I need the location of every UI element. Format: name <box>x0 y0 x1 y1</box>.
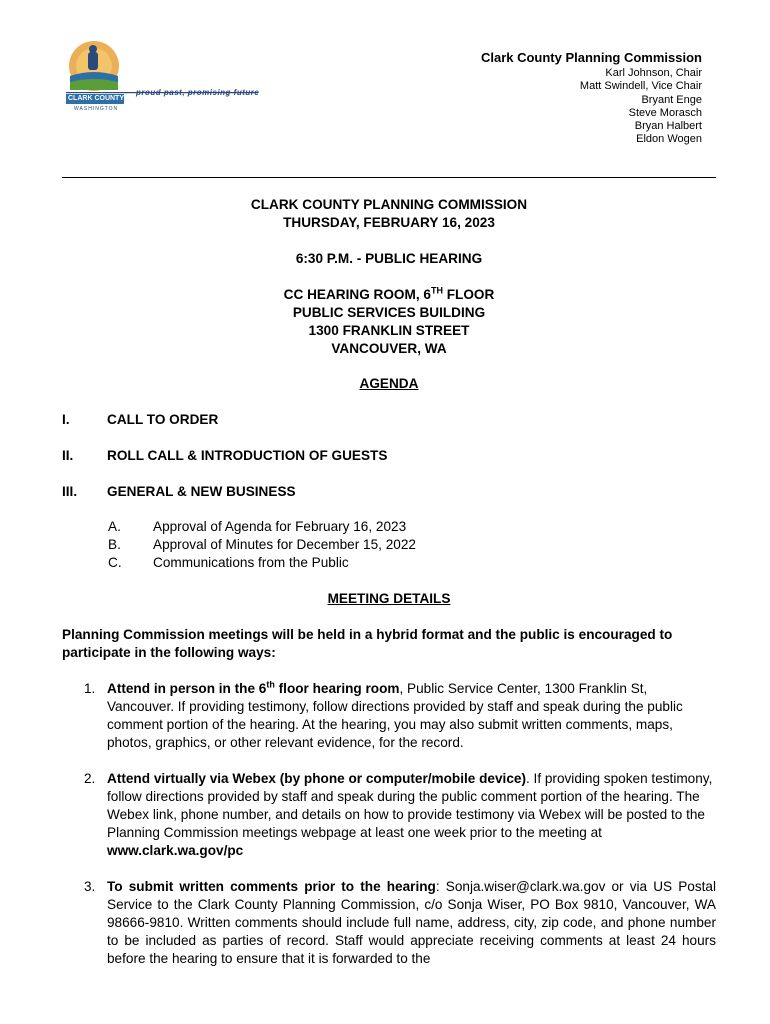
meeting-details-intro: Planning Commission meetings will be held in a hybrid format and the public is encouraged to participate in the following ways: <box>62 627 673 660</box>
clark-county-logo <box>62 38 262 118</box>
meeting-details-heading: MEETING DETAILS <box>327 591 451 606</box>
list-item: 3. To submit written comments prior to the hearing: Sonja.wiser@clark.wa.gov or via US Postal Service to the Clark County Planning Commission, c/o Sonja Wiser, PO Box 9810, Vancouver, WA 98666-9810. Written comments should include full name, address, city, zip code, and phone number to be included as parties of record. Staff would appreciate receiving comments at least 24 hours before the hearing to ensure that it is forwarded to the <box>84 879 716 966</box>
member-chair: Karl Johnson, Chair <box>605 67 702 79</box>
pc-webpage-link[interactable]: www.clark.wa.gov/pc <box>107 843 244 858</box>
location-street: 1300 FRANKLIN STREET <box>308 323 470 338</box>
logo-name: CLARK COUNTY <box>68 95 124 102</box>
agenda-heading: AGENDA <box>359 376 419 391</box>
commission-name: Clark County Planning Commission <box>480 50 702 65</box>
commission-header <box>481 49 702 147</box>
meeting-date: THURSDAY, FEBRUARY 16, 2023 <box>283 215 495 230</box>
location-city: VANCOUVER, WA <box>331 341 447 356</box>
header-divider <box>62 177 716 178</box>
location-room: CC HEARING ROOM, 6TH FLOOR <box>283 285 495 302</box>
meeting-location <box>62 286 716 358</box>
agenda-section: III. GENERAL & NEW BUSINESS <box>62 484 296 499</box>
logo-state: WASHINGTON <box>74 106 119 112</box>
agenda-item: A. Approval of Agenda for February 16, 2023 <box>108 519 407 534</box>
member: Eldon Wogen <box>636 133 702 146</box>
location-building: PUBLIC SERVICES BUILDING <box>292 305 486 320</box>
member: Steve Morasch <box>628 106 702 119</box>
meeting-time: 6:30 P.M. - PUBLIC HEARING <box>295 251 483 266</box>
meeting-title <box>62 196 716 232</box>
member: Bryan Halbert <box>634 120 702 133</box>
list-item: 2. Attend virtually via Webex (by phone or computer/mobile device). If providing spoken testimony, follow directions provided by staff and speak during the public comment portion of the hearing. The Webex link, phone number, and details on how to provide testimony via Webex will be posted to the Planning Commission meetings webpage at least one week prior to the meeting at www.clark.wa.gov/pc <box>84 771 713 858</box>
agenda-item: B. Approval of Minutes for December 15, 2022 <box>108 537 416 552</box>
list-item: 1. Attend in person in the 6th floor hearing room, Public Service Center, 1300 Franklin St, Vancouver. If providing testimony, follow directions provided by staff and speak during the public comment portion of the hearing. At the hearing, you may also submit written comments, maps, photos, graphics, or other relevant evidence, for the record. <box>84 679 683 750</box>
title-line: CLARK COUNTY PLANNING COMMISSION <box>250 197 528 212</box>
agenda-section: II. ROLL CALL & INTRODUCTION OF GUESTS <box>62 448 388 463</box>
member: Bryant Enge <box>641 93 702 106</box>
participation-list <box>62 680 716 968</box>
agenda-section: I. CALL TO ORDER <box>62 412 219 427</box>
logo-tagline: proud past, promising future <box>136 88 260 97</box>
agenda-item: C. Communications from the Public <box>108 555 349 570</box>
member-vice-chair: Matt Swindell, Vice Chair <box>579 80 702 93</box>
